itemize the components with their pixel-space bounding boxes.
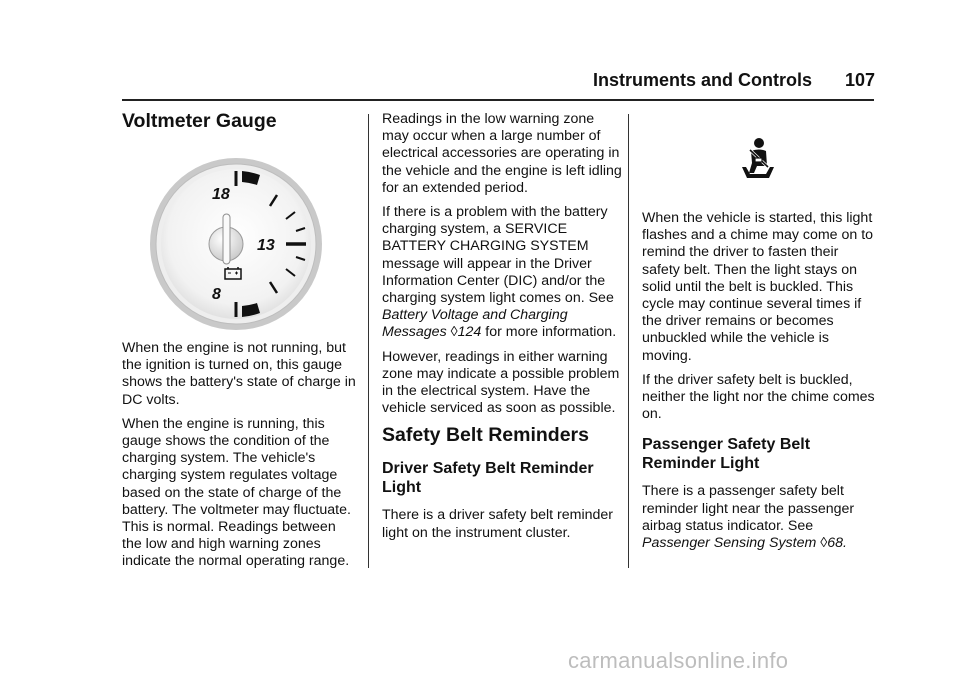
passenger-belt-heading: Passenger Safety Belt Reminder Light — [642, 436, 811, 473]
voltmeter-gauge-figure — [146, 154, 326, 334]
seatbelt-reminder-icon — [735, 136, 781, 182]
driver-belt-heading: Driver Safety Belt Reminder Light — [382, 460, 594, 497]
gauge-label-13: 13 — [257, 237, 275, 254]
driver-belt-paragraph: There is a driver safety belt reminder light on the instrument cluster. — [382, 507, 614, 541]
column-divider-1 — [368, 114, 369, 568]
gauge-figure-area — [122, 133, 358, 340]
seatbelt-buckled-paragraph: If the driver safety belt is buckled, neither the light nor the chime comes on. — [642, 371, 875, 423]
charging-problem-paragraph: If there is a problem with the battery charging system, a SERVICE BATTERY CHARGING SYSTEM message will appear in the Driver Information Center (DIC) and/or the charging system light comes on. See Battery Voltage and Charging Messages ◊124 for more information. — [382, 204, 617, 341]
page-reference-symbol: ◊ — [450, 324, 458, 341]
section-title: Instruments and Controls — [593, 70, 813, 90]
column-divider-2 — [628, 114, 629, 568]
page-reference-124[interactable]: 124 — [457, 324, 482, 341]
voltmeter-heading: Voltmeter Gauge — [122, 110, 277, 132]
page-number: 107 — [845, 70, 876, 90]
column-1 — [122, 110, 358, 578]
passenger-belt-paragraph: There is a passenger safety belt reminder light near the passenger airbag status indicator. See Passenger Sensing System ◊68. — [642, 483, 855, 552]
gauge-needle — [223, 214, 230, 264]
watermark-footer: carmanualsonline.info — [568, 648, 789, 673]
column-3 — [642, 141, 877, 559]
battery-voltage-reference-link[interactable]: Battery Voltage and Charging Messages — [382, 307, 568, 341]
passenger-sensing-reference-link[interactable]: Passenger Sensing System — [642, 535, 817, 552]
gauge-label-18: 18 — [212, 186, 230, 203]
column-2 — [382, 111, 622, 549]
low-zone-paragraph: Readings in the low warning zone may occur when a large number of electrical accessories are operating in the vehicle and the engine is left idling for an extended period. — [382, 111, 622, 196]
voltmeter-paragraph-2: When the engine is running, this gauge shows the condition of the charging system. The vehicle's charging system regulates voltage based on the state of charge of the battery. The voltmeter may fluctuate. This is normal. Readings between the low and high warning zones indicate the normal operating range. — [122, 415, 351, 570]
page-reference-symbol: ◊ — [820, 535, 828, 552]
header-rule — [122, 99, 874, 101]
warning-zone-paragraph: However, readings in either warning zone may indicate a possible problem in the electrical system. Have the vehicle serviced as soon as possible. — [382, 348, 620, 417]
voltmeter-paragraph-1: When the engine is not running, but the ignition is turned on, this gauge shows the battery's state of charge in DC volts. — [122, 340, 356, 408]
safety-belt-reminders-heading: Safety Belt Reminders — [382, 424, 589, 447]
gauge-label-8: 8 — [212, 286, 221, 303]
seatbelt-start-paragraph: When the vehicle is started, this light flashes and a chime may come on to remind the driver to fasten their safety belt. Then the light stays on solid until the belt is buckled. This cycle may continue several times if the driver remains or becomes unbuckled while the vehicle is moving. — [642, 210, 874, 364]
page-reference-68[interactable]: 68 — [827, 535, 844, 552]
